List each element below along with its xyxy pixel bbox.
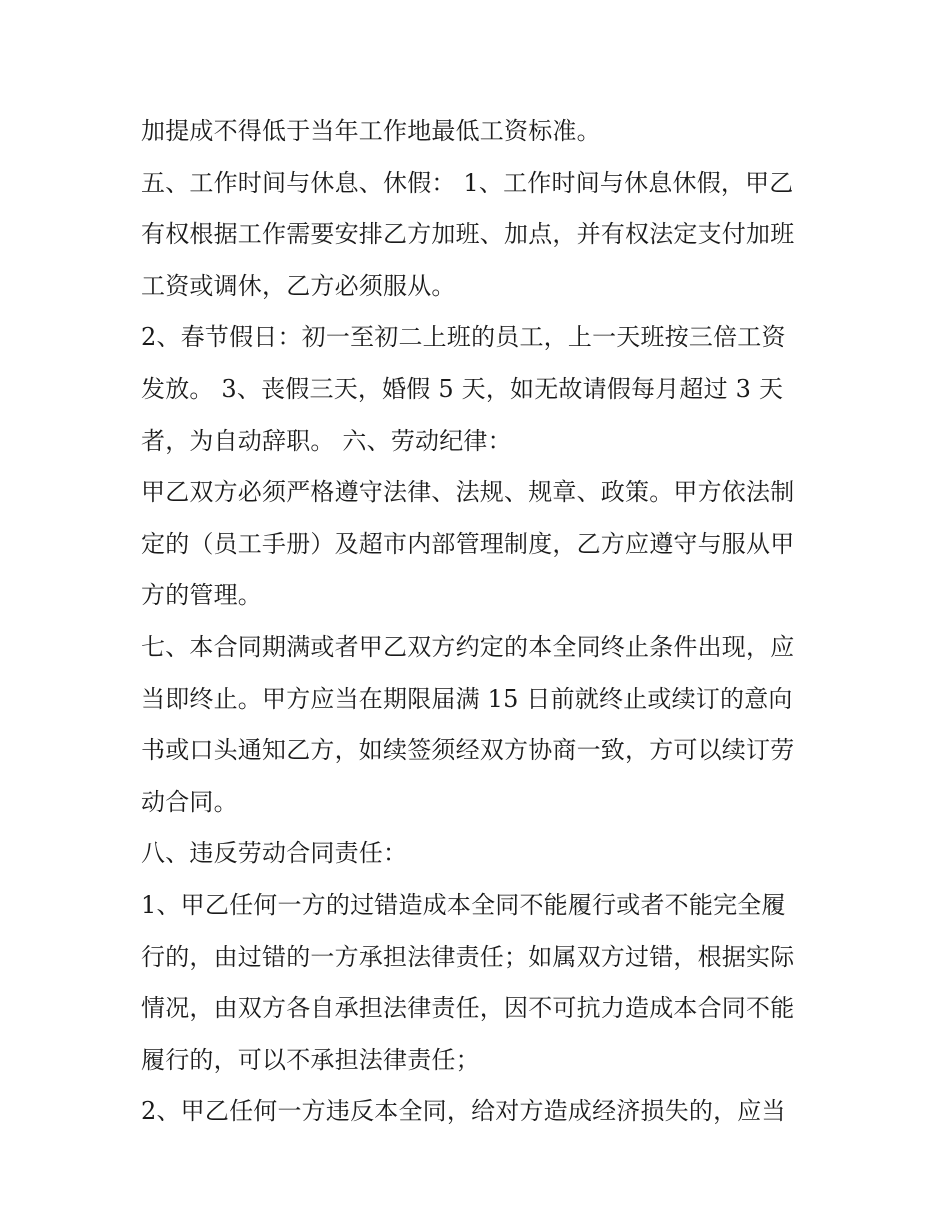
- text-line: 2、春节假日：初一至初二上班的员工，上一天班按三倍工资: [141, 323, 786, 352]
- text-line: 甲乙双方必须严格遵守法律、法规、规章、政策。甲方依法制: [141, 478, 795, 507]
- text-line: 履行的，可以不承担法律责任；: [141, 1045, 480, 1074]
- text-line: 动合同。: [141, 787, 238, 816]
- text-line: 五、工作时间与休息、休假： 1、工作时间与休息休假，甲乙: [141, 168, 794, 197]
- text-line: 书或口头通知乙方，如续签须经双方协商一致，方可以续订劳: [141, 736, 795, 765]
- text-line: 发放。 3、丧假三天，婚假 5 天，如无故请假每月超过 3 天: [141, 374, 784, 403]
- text-line: 2、甲乙任何一方违反本全同，给对方造成经济损失的，应当: [141, 1097, 786, 1126]
- text-line: 行的，由过错的一方承担法律责任；如属双方过错，根据实际: [141, 942, 795, 971]
- text-line: 者，为自动辞职。 六、劳动纪律：: [141, 426, 512, 455]
- text-line: 工资或调休，乙方必须服从。: [141, 271, 456, 300]
- text-line: 加提成不得低于当年工作地最低工资标准。: [141, 117, 601, 145]
- contract-text: [141, 106, 821, 1138]
- text-line: 情况，由双方各自承担法律责任，因不可抗力造成本合同不能: [141, 994, 795, 1023]
- text-line: 定的（员工手册）及超市内部管理制度，乙方应遵守与服从甲: [141, 529, 795, 558]
- text-line: 方的管理。: [141, 581, 262, 610]
- text-line: 八、违反劳动合同责任：: [141, 839, 408, 868]
- text-line: 有权根据工作需要安排乙方加班、加点，并有权法定支付加班: [141, 220, 795, 249]
- text-line: 1、甲乙任何一方的过错造成本全同不能履行或者不能完全履: [141, 890, 786, 919]
- text-line: 当即终止。甲方应当在期限届满 15 日前就终止或续订的意向: [141, 684, 793, 713]
- text-line: 七、本合同期满或者甲乙双方约定的本全同终止条件出现，应: [141, 632, 795, 661]
